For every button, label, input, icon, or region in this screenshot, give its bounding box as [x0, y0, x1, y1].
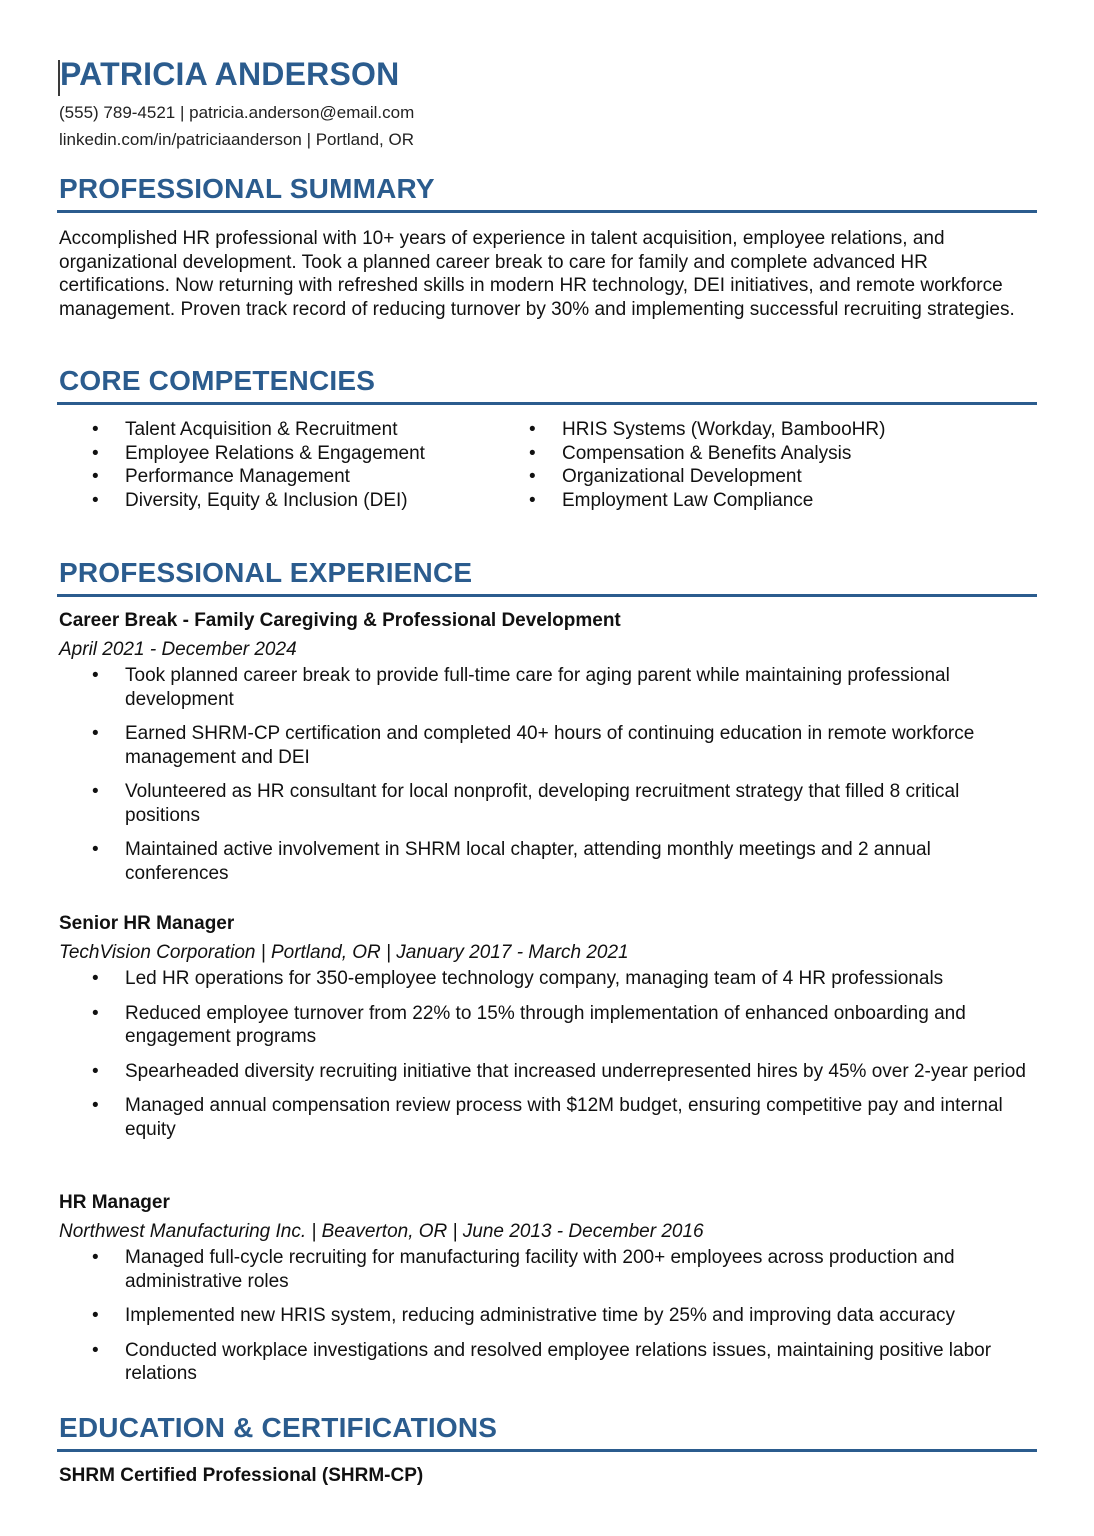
job-entry-senior-hr-manager [59, 912, 1039, 1152]
job-bullet: • Spearheaded diversity recruiting initiative that increased underrepresented hires by 45% over 2-year period [92, 1060, 1026, 1082]
job-bullet: • Earned SHRM-CP certification and completed 40+ hours of continuing education in remote workforce management and DEI [92, 723, 975, 768]
bullet-dot: • [92, 1002, 99, 1024]
bullet-dot: • [529, 489, 536, 511]
job-entry-career-break [59, 609, 1039, 896]
job-bullet: • Volunteered as HR consultant for local nonprofit, developing recruitment strategy that filled 8 critical positions [92, 781, 960, 826]
job-bullet: • Conducted workplace investigations and resolved employee relations issues, maintaining positive labor relations [92, 1339, 992, 1384]
job-meta: TechVision Corporation | Portland, OR | January 2017 - March 2021 [59, 942, 629, 963]
bullet-dot: • [92, 968, 99, 989]
bullet-dot: • [92, 839, 99, 860]
education-divider [57, 1449, 1037, 1452]
competency-item: • Diversity, Equity & Inclusion (DEI) [92, 489, 408, 511]
job-bullet: • Took planned career break to provide full-time care for aging parent while maintaining professional development [92, 665, 950, 710]
competency-item: • Employment Law Compliance [529, 489, 814, 511]
certification-title: SHRM Certified Professional (SHRM-CP) [59, 1465, 424, 1486]
candidate-name: PATRICIA ANDERSON [60, 56, 400, 92]
bullet-dot: • [92, 1247, 99, 1268]
bullet-dot: • [92, 442, 99, 464]
competency-item: • Talent Acquisition & Recruitment [92, 419, 398, 440]
competency-item: • Compensation & Benefits Analysis [529, 442, 852, 464]
job-bullet: • Led HR operations for 350-employee technology company, managing team of 4 HR professionals [92, 968, 944, 989]
competencies-left-list [59, 418, 425, 512]
job-meta: Northwest Manufacturing Inc. | Beaverton, OR | June 2013 - December 2016 [59, 1221, 704, 1242]
job-bullet: • Maintained active involvement in SHRM local chapter, attending monthly meetings and 2 annual conferences [92, 839, 931, 884]
job-bullets [59, 664, 1039, 885]
job-bullet: • Reduced employee turnover from 22% to 15% through implementation of enhanced onboarding and engagement programs [92, 1002, 966, 1047]
competency-item: • Organizational Development [529, 466, 802, 487]
bullet-dot: • [529, 442, 536, 464]
job-bullets [59, 967, 1039, 1141]
job-title: HR Manager [59, 1192, 170, 1213]
competencies-heading: CORE COMPETENCIES [59, 365, 376, 396]
bullet-dot: • [92, 1305, 99, 1326]
job-meta: April 2021 - December 2024 [59, 639, 297, 660]
bullet-dot: • [92, 723, 99, 744]
summary-divider [57, 210, 1037, 213]
job-title: Career Break - Family Caregiving & Professional Development [59, 610, 621, 631]
experience-divider [57, 594, 1037, 597]
competency-item: • Performance Management [92, 466, 350, 487]
bullet-dot: • [92, 466, 99, 487]
bullet-dot: • [529, 419, 536, 440]
bullet-dot: • [92, 1060, 99, 1082]
bullet-dot: • [92, 1095, 99, 1116]
contact-line-phone-email: (555) 789-4521 | patricia.anderson@email.com [59, 103, 415, 122]
job-bullets [59, 1246, 1039, 1386]
bullet-dot: • [92, 419, 99, 440]
contact-line-linkedin-location: linkedin.com/in/patriciaanderson | Portland, OR [59, 130, 414, 149]
summary-text: Accomplished HR professional with 10+ years of experience in talent acquisition, employee relations, and organizational development. Took a planned career break to care for family and complete advanced HR certifications. Now returning with refreshed skills in modern HR technology, DEI initiatives, and remote workforce management. Proven track record of reducing turnover by 30% and implementing successful recruiting strategies. [59, 228, 1015, 320]
competencies-right-list [496, 418, 885, 512]
job-bullet: • Implemented new HRIS system, reducing administrative time by 25% and improving data accuracy [92, 1305, 956, 1326]
competency-item: • HRIS Systems (Workday, BambooHR) [529, 419, 886, 440]
bullet-dot: • [92, 781, 99, 802]
bullet-dot: • [529, 466, 536, 487]
bullet-dot: • [92, 665, 99, 686]
job-title: Senior HR Manager [59, 913, 235, 934]
job-entry-hr-manager [59, 1191, 1039, 1397]
summary-heading: PROFESSIONAL SUMMARY [59, 173, 435, 204]
bullet-dot: • [92, 1339, 99, 1361]
job-bullet: • Managed full-cycle recruiting for manufacturing facility with 200+ employees across production and administrative roles [92, 1247, 955, 1292]
experience-heading: PROFESSIONAL EXPERIENCE [59, 557, 473, 588]
competency-item: • Employee Relations & Engagement [92, 442, 425, 464]
competencies-divider [57, 402, 1037, 405]
education-heading: EDUCATION & CERTIFICATIONS [59, 1412, 498, 1443]
bullet-dot: • [92, 489, 99, 511]
job-bullet: • Managed annual compensation review process with $12M budget, ensuring competitive pay and internal equity [92, 1095, 1003, 1140]
